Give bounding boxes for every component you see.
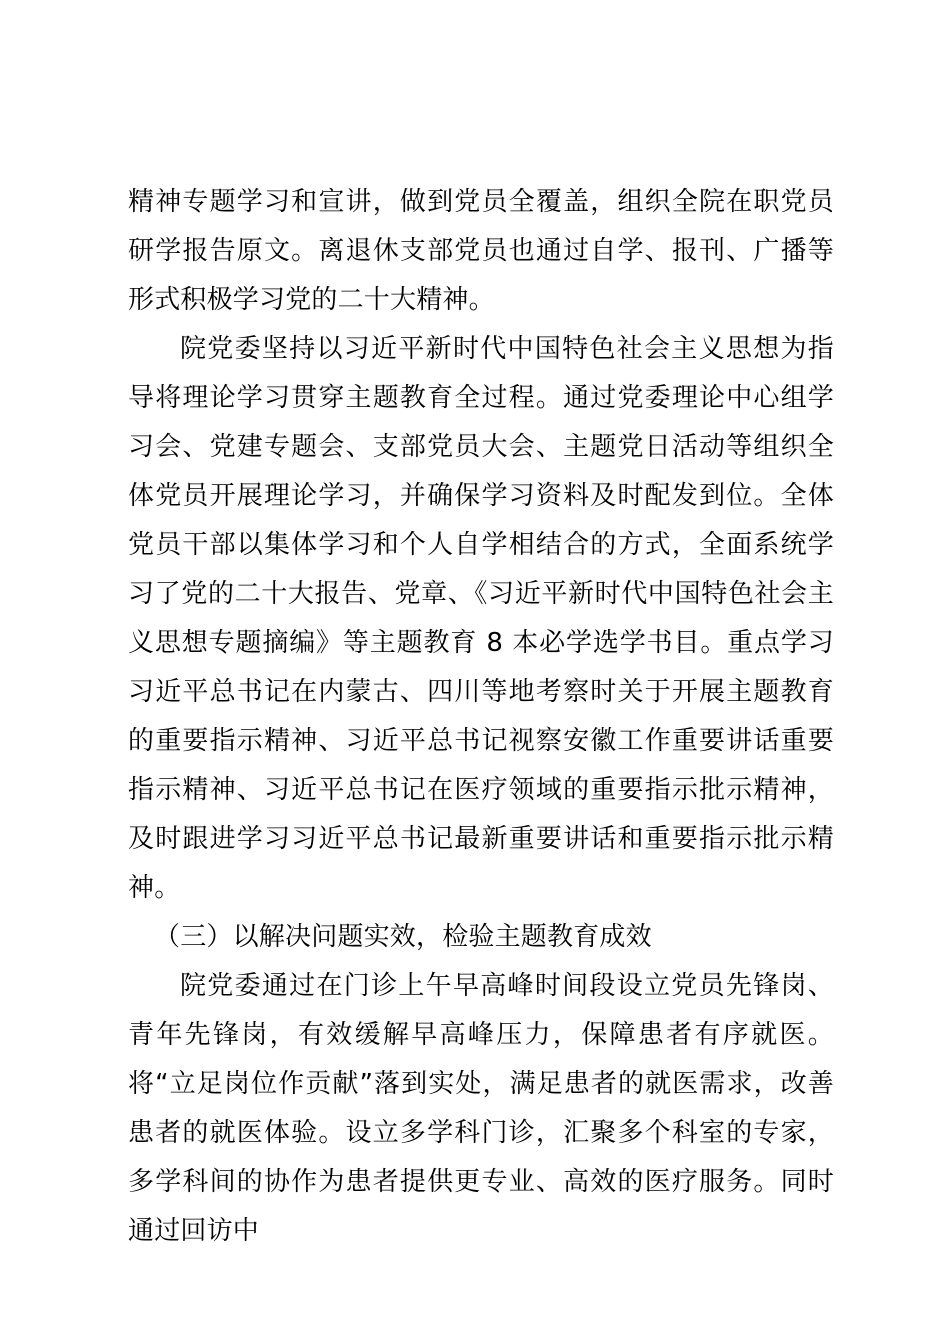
paragraph-problem-solving: 院党委通过在门诊上午早高峰时间段设立党员先锋岗、青年先锋岗，有效缓解早高峰压力，保障患者有序就医。将“立足岗位作贡献”落到实处，满足患者的就医需求，改善患者的就医体验。设立多学科门诊，汇聚多个科室的专家，多学科间的协作为患者提供更专业、高效的医疗服务。同时通过回访中 <box>128 971 834 1246</box>
section-heading-three: （三）以解决问题实效，检验主题教育成效 <box>154 922 652 952</box>
document-body <box>128 178 834 1256</box>
paragraph-theory-study: 院党委坚持以习近平新时代中国特色社会主义思想为指导将理论学习贯穿主题教育全过程。通过党委理论中心组学习会、党建专题会、支部党员大会、主题党日活动等组织全体党员开展理论学习，并确保学习资料及时配发到位。全体党员干部以集体学习和个人自学相结合的方式，全面系统学习了党的二十大报告、党章、《习近平新时代中国特色社会主义思想专题摘编》等主题教育 8 本必学选学书目。重点学习习近平总书记在内蒙古、四川等地考察时关于开展主题教育的重要指示精神、习近平总书记视察安徽工作重要讲话重要指示精神、习近平总书记在医疗领域的重要指示批示精神，及时跟进学习习近平总书记最新重要讲话和重要指示批示精神。 <box>128 334 834 903</box>
paragraph-intro-continuation: 精神专题学习和宣讲，做到党员全覆盖，组织全院在职党员研学报告原文。离退休支部党员也通过自学、报刊、广播等形式积极学习党的二十大精神。 <box>128 187 834 315</box>
